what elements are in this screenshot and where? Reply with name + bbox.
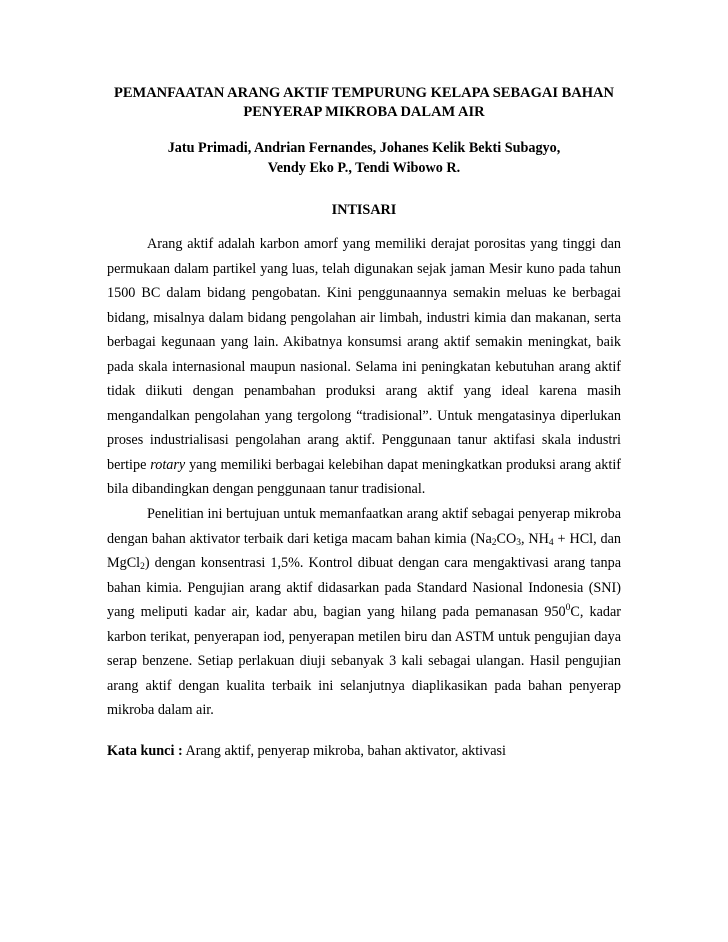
authors-line-1: Jatu Primadi, Andrian Fernandes, Johanes Kelik Bekti Subagyo, [167,140,561,156]
p2-sup-1: 0 [565,603,571,614]
keywords-line [107,741,621,761]
title-line-1: PEMANFAATAN ARANG AKTIF TEMPURUNG KELAPA SEBAGAI BAHAN [113,85,614,101]
p2-sub-4: 2 [140,562,145,573]
author-list [100,138,628,178]
abstract-paragraph-1 [107,232,621,502]
p2-text-d: + HCl, dan MgCl [107,530,622,572]
p1-text-b: yang memiliki berbagai kelebihan dapat meningkatkan produksi arang aktif bila dibandingkan dengan penggunaan tanur tradisional. [107,456,621,498]
authors-line-2: Vendy Eko P., Tendi Wibowo R. [267,160,461,176]
p1-italic-term: rotary [150,456,186,473]
keywords-label: Kata kunci : [107,743,183,759]
p2-text-e: ) dengan konsentrasi 1,5%. Kontrol dibuat dengan cara mengaktivasi arang tanpa bahan kimia. Pengujian arang aktif didasarkan pada Standard Nasional Indonesia (SNI) yang meliputi kadar air, kadar abu, bagian yang hilang pada pemanasan 950 [107,555,621,621]
p2-sub-3: 4 [548,537,554,548]
p1-text-a: Arang aktif adalah karbon amorf yang memiliki derajat porositas yang tinggi dan permukaan dalam partikel yang luas, telah digunakan sejak jaman Mesir kuno pada tahun 1500 BC dalam bidang pengobatan. Kini penggunaannya semakin meluas ke berbagai bidang, misalnya dalam bidang pengolahan air limbah, industri kimia dan makanan, serta berbagai kegunaan yang lain. Akibatnya konsumsi arang aktif semakin meningkat, baik pada skala internasional maupun nasional. Selama ini peningkatan kebutuhan arang aktif tidak diikuti dengan penambahan produksi arang aktif yang ideal karena masih mengandalkan pengolahan yang tergolong “tradisional”. Untuk mengatasinya diperlukan proses industrialisasi pengolahan arang aktif. Penggunaan tanur aktifasi skala industri bertipe [107,236,621,473]
title-line-2: PENYERAP MIKROBA DALAM AIR [243,104,485,120]
keywords-text: Arang aktif, penyerap mikroba, bahan aktivator, aktivasi [182,743,506,759]
paper-title [100,84,628,122]
p2-text-a: Penelitian ini bertujuan untuk memanfaatkan arang aktif sebagai penyerap mikroba dengan bahan aktivator terbaik dari ketiga macam bahan kimia (Na [107,506,621,547]
p2-sub-1: 2 [491,537,497,548]
abstract-body [107,232,621,723]
abstract-heading: INTISARI [331,202,397,218]
p2-sub-2: 3 [516,537,521,548]
abstract-paragraph-2 [107,502,621,723]
p2-text-c: , NH [520,530,549,547]
p2-text-f: C, kadar karbon terikat, penyerapan iod, penyerapan metilen biru dan ASTM untuk pengujian daya serap benzene. Setiap perlakuan diuji sebanyak 3 kali sebagai ulangan. Hasil pengujian arang aktif dengan kualita terbaik ini selanjutnya diaplikasikan pada bahan penyerap mikroba dalam air. [107,604,621,719]
p2-text-b: CO [496,530,517,547]
